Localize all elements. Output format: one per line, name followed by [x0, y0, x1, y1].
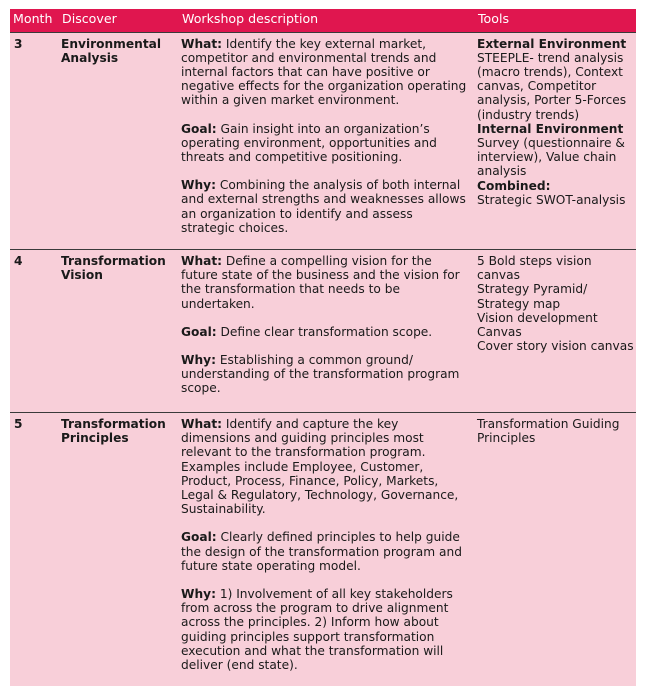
why-label: Why: [181, 352, 216, 367]
header-row [10, 9, 636, 32]
discover-cell: Transformation Principles [59, 412, 179, 686]
goal-text: Define clear transformation scope. [220, 324, 433, 339]
what-text: Define a compelling vision for the future state of the business and the vision for the transformation that needs to be undertaken. [181, 253, 460, 311]
workshop-description-cell [179, 412, 475, 686]
workshop-description-cell [179, 249, 475, 412]
tools-item: Vision development Canvas [477, 310, 598, 339]
tools-text-external: STEEPLE- trend analysis (macro trends), Context canvas, Competitor analysis, Porter 5-Forces (industry trends) [477, 50, 627, 122]
table-row [10, 32, 636, 249]
goal-paragraph [181, 530, 467, 573]
what-paragraph [181, 254, 467, 311]
why-paragraph [181, 353, 467, 396]
table-header [10, 9, 636, 32]
why-paragraph [181, 178, 467, 235]
what-paragraph [181, 417, 467, 516]
tools-heading-external: External Environment [477, 36, 627, 51]
discover-cell: Transformation Vision [59, 249, 179, 412]
discover-cell: Environmental Analysis [59, 32, 179, 249]
goal-label: Goal: [181, 324, 217, 339]
tools-item: Transformation Guiding Principles [477, 416, 620, 446]
why-text: Establishing a common ground/ understanding of the transformation program scope. [181, 352, 460, 396]
tools-item: 5 Bold steps vision canvas [477, 253, 592, 283]
tools-text-combined: Strategic SWOT-analysis [477, 192, 626, 207]
table-row [10, 412, 636, 686]
goal-text: Clearly defined principles to help guide the design of the transformation program and future state operating model. [181, 530, 462, 573]
header-tools: Tools [478, 11, 510, 26]
why-text: Combining the analysis of both internal and external strengths and weaknesses allows an organization to identify and assess strategic choices. [181, 178, 466, 235]
table-body [10, 32, 636, 686]
what-text: Identify and capture the key dimensions and guiding principles most relevant to the transformation program. Examples include Employee, Customer, Product, Process, Finance, Policy, Markets, Legal & Regulatory, Technology, Governance, Sustainability. [181, 416, 459, 517]
month-cell: 3 [10, 32, 59, 249]
month-cell: 4 [10, 249, 59, 412]
why-text: 1) Involvement of all key stakeholders from across the program to drive alignment across the principles. 2) Inform how about guiding principles support transformation execution and what the transformation will deliver (end state). [181, 586, 453, 672]
tools-item: Cover story vision canvas [477, 339, 634, 354]
tools-text-internal: Survey (questionnaire & interview), Value chain analysis [477, 135, 625, 179]
goal-paragraph [181, 325, 467, 339]
what-label: What: [181, 416, 223, 431]
what-label: What: [181, 36, 223, 51]
goal-label: Goal: [181, 530, 217, 545]
header-discover: Discover [62, 11, 117, 26]
why-paragraph [181, 587, 467, 672]
table-row [10, 249, 636, 412]
workshop-description-cell [179, 32, 475, 249]
what-label: What: [181, 253, 223, 268]
header-workshop-description: Workshop description [182, 11, 319, 26]
goal-text: Gain insight into an organization’s operating environment, opportunities and threats and competitive positioning. [181, 121, 437, 164]
month-cell: 5 [10, 412, 59, 686]
tools-heading-combined: Combined: [477, 178, 551, 193]
tools-cell [475, 412, 636, 686]
what-text: Identify the key external market, competitor and environmental trends and internal factors that can have positive or negative effects for the organization operating within a given market environment. [181, 36, 467, 108]
header-month: Month [13, 11, 53, 26]
why-label: Why: [181, 586, 216, 601]
why-label: Why: [181, 178, 216, 193]
what-paragraph [181, 37, 467, 108]
goal-label: Goal: [181, 121, 217, 136]
tools-heading-internal: Internal Environment [477, 121, 624, 136]
tools-item: Strategy Pyramid/ Strategy map [477, 282, 588, 311]
goal-paragraph [181, 122, 467, 165]
workshop-table [10, 9, 636, 686]
tools-cell [475, 32, 636, 249]
tools-cell [475, 249, 636, 412]
